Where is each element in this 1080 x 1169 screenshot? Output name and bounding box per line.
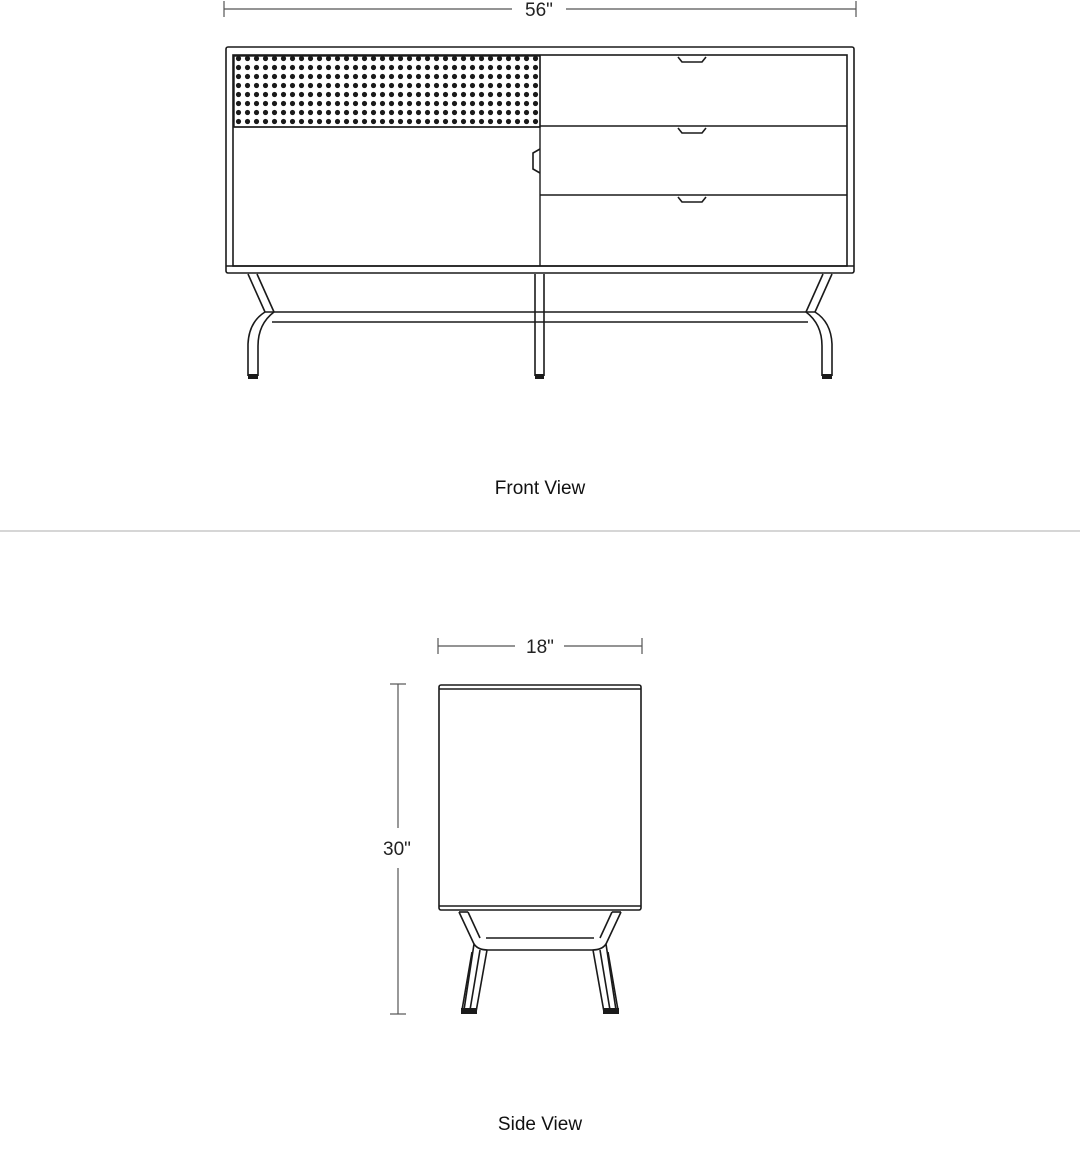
front-leg-feet	[248, 374, 832, 379]
side-view-caption: Side View	[497, 1114, 583, 1135]
side-leg-feet	[461, 1008, 619, 1014]
side-depth-label: 18"	[526, 637, 554, 658]
front-view	[224, 0, 856, 499]
door-handle	[533, 149, 540, 173]
front-width-label: 56"	[525, 0, 553, 21]
drawer-fronts	[540, 126, 847, 195]
drawer-pulls	[678, 57, 706, 202]
side-height-label: 30"	[383, 839, 411, 860]
perforated-panel	[234, 56, 540, 127]
side-cabinet-body	[439, 685, 641, 910]
front-view-caption: Front View	[494, 478, 586, 499]
front-legs	[248, 274, 832, 376]
side-view	[383, 637, 642, 1135]
side-legs	[459, 912, 621, 1012]
